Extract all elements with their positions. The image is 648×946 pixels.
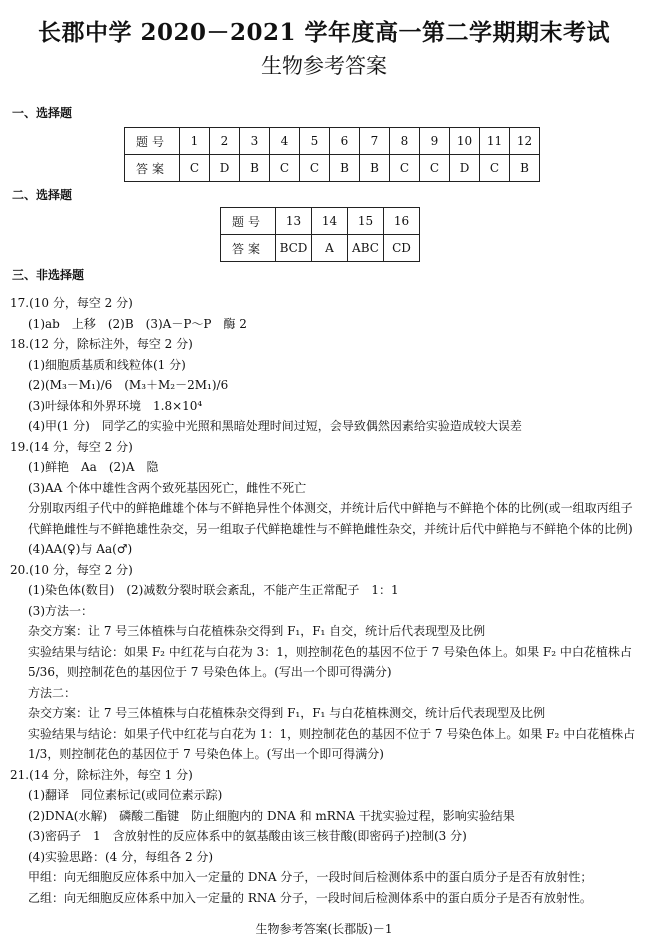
answer-line: 杂交方案：让 7 号三体植株与白花植株杂交得到 F₁，F₁ 与白花植株测交，统计后代表现型及比例 (28, 706, 546, 720)
answer-line: 乙组：向无细胞反应体系中加入一定量的 RNA 分子，一段时间后检测体系中的蛋白质分子是否有放射性。 (28, 890, 592, 905)
answer-cell: ABC (348, 235, 384, 262)
question-number: 7 (360, 128, 390, 155)
answer-line: 甲组：向无细胞反应体系中加入一定量的 DNA 分子，一段时间后检测体系中的蛋白质分子是否有放射性； (28, 870, 593, 884)
question-number: 8 (390, 128, 420, 155)
question-row-header: 题号 (125, 128, 180, 155)
answer-cell: D (450, 155, 480, 182)
answer-cell: C (390, 155, 420, 182)
answer-line: (3)叶绿体和外界环境 1.8×10⁴ (28, 398, 203, 413)
answer-paragraph: 实验结果与结论：如果 F₂ 中红花与白花为 3：1，则控制花色的基因不位于 7 号染色体上。如果 F₂ 中白花植株占 5/36，则控制花色的基因位于 7 号染色体上。(写出一个即可得满分) (28, 644, 632, 679)
answer-row-header: 答案 (125, 155, 180, 182)
answer-line: (3)密码子 1 含放射性的反应体系中的氨基酸由该三核苷酸(即密码子)控制(3 分) (28, 829, 467, 843)
answer-line: (1)细胞质基质和线粒体(1 分) (28, 357, 186, 372)
answer-cell: B (240, 155, 270, 182)
question-heading: 18.(12 分，除标注外，每空 2 分) (10, 337, 193, 351)
question-number: 2 (210, 128, 240, 155)
question-heading: 19.(14 分，每空 2 分) (10, 439, 133, 454)
answer-table-2 (220, 207, 420, 262)
section-2-label: 二、选择题 (12, 188, 73, 202)
answer-body (10, 293, 642, 908)
answer-cell: C (180, 155, 210, 182)
section-3-label: 三、非选择题 (12, 268, 85, 282)
answer-line: (4)实验思路：(4 分，每组各 2 分) (28, 849, 214, 864)
answer-cell: C (420, 155, 450, 182)
question-row-header: 题号 (221, 208, 276, 235)
question-number: 14 (312, 208, 348, 235)
question-number: 16 (384, 208, 420, 235)
section-1-label: 一、选择题 (12, 106, 73, 120)
question-row (125, 128, 540, 155)
answer-cell: C (270, 155, 300, 182)
answer-line: (4)AA(♀)与 Aa(♂) (28, 542, 133, 556)
question-number: 9 (420, 128, 450, 155)
answer-cell: C (480, 155, 510, 182)
page-subtitle: 生物参考答案 (261, 54, 387, 78)
question-number: 6 (330, 128, 360, 155)
answer-paragraph: 实验结果与结论：如果子代中红花与白花为 1：1，则控制花色的基因不位于 7 号染色体上。如果 F₂ 中白花植株占 1/3，则控制花色的基因位于 7 号染色体上。(写出一个即可得满分) (28, 726, 636, 761)
answer-cell: BCD (276, 235, 312, 262)
page-title: 长郡中学 2020－2021 学年度高一第二学期期末考试 (37, 19, 611, 46)
answer-cell: C (300, 155, 330, 182)
question-number: 10 (450, 128, 480, 155)
question-number: 3 (240, 128, 270, 155)
question-heading: 17.(10 分，每空 2 分) (10, 296, 133, 310)
question-heading: 20.(10 分，每空 2 分) (10, 562, 133, 577)
question-number: 1 (180, 128, 210, 155)
answer-row (221, 235, 420, 262)
answer-cell: D (210, 155, 240, 182)
answer-line: (3)AA 个体中雄性含两个致死基因死亡，雌性不死亡 (28, 480, 307, 495)
question-row (221, 208, 420, 235)
answer-line: (4)甲(1 分) 同学乙的实验中光照和黑暗处理时间过短，会导致偶然因素给实验造成较大误差 (28, 419, 522, 433)
answer-line: 杂交方案：让 7 号三体植株与白花植株杂交得到 F₁，F₁ 自交，统计后代表现型及比例 (28, 624, 486, 638)
answer-cell: B (330, 155, 360, 182)
answer-cell: B (360, 155, 390, 182)
answer-row-header: 答案 (221, 235, 276, 262)
answer-line: (3)方法一： (28, 603, 93, 618)
answer-line: (2)DNA(水解) 磷酸二酯键 防止细胞内的 DNA 和 mRNA 干扰实验过程，影响实验结果 (28, 808, 515, 823)
answer-line: (1)鲜艳 Aa (2)A 隐 (28, 460, 159, 474)
answer-line: (1)ab 上移 (2)B (3)A－P～P 酶 2 (28, 316, 247, 331)
question-heading: 21.(14 分，除标注外，每空 1 分) (10, 767, 193, 782)
answer-cell: CD (384, 235, 420, 262)
answer-paragraph: 分别取丙组子代中的鲜艳雌雄个体与不鲜艳异性个体测交，并统计后代中鲜艳与不鲜艳个体的比例(或一组取丙组子代鲜艳雌性与不鲜艳雄性杂交，另一组取子代鲜艳雄性与不鲜艳雌性杂交，并统计后代中鲜艳与不鲜艳个体的比例) (28, 501, 633, 536)
question-number: 12 (510, 128, 540, 155)
answer-line: (1)染色体(数目) (2)减数分裂时联会紊乱，不能产生正常配子 1：1 (28, 583, 399, 597)
answer-line: 方法二： (28, 685, 77, 700)
answer-cell: B (510, 155, 540, 182)
question-number: 15 (348, 208, 384, 235)
question-number: 13 (276, 208, 312, 235)
question-number: 4 (270, 128, 300, 155)
answer-cell: A (312, 235, 348, 262)
page-footer: 生物参考答案(长郡版)－1 (255, 922, 393, 936)
answer-line: (2)(M₃－M₁)/6 (M₃＋M₂－2M₁)/6 (28, 378, 229, 392)
answer-table-1 (124, 127, 540, 182)
answer-row (125, 155, 540, 182)
question-number: 11 (480, 128, 510, 155)
answer-line: (1)翻译 同位素标记(或同位素示踪) (28, 788, 223, 802)
question-number: 5 (300, 128, 330, 155)
